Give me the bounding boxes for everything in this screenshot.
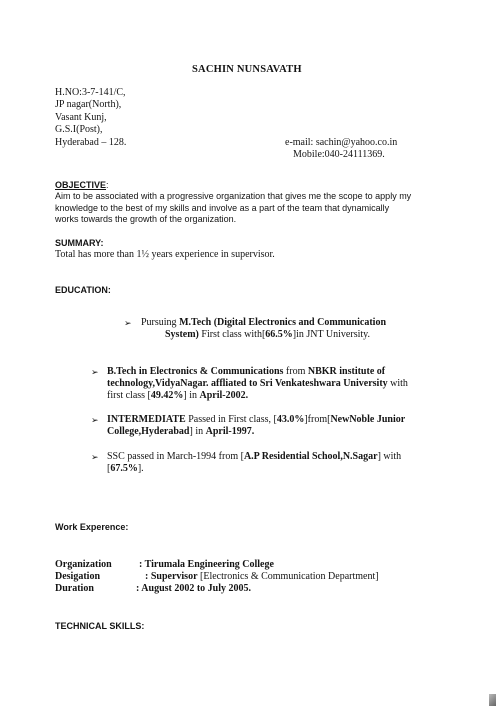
- technical-skills-heading: TECHNICAL SKILLS:: [55, 621, 145, 631]
- education-item-intermediate: INTERMEDIATE Passed in First class, [43.0%]from[NewNoble Junior College,Hyderabad] in April-1997.: [107, 414, 406, 437]
- address-line: Vasant Kunj,: [55, 111, 107, 123]
- objective-line: knowledge to the best of my skills and involve as a part of the team that dynamically: [55, 202, 390, 213]
- work-row-organization: Organization : Tirumala Engineering College: [55, 559, 274, 570]
- objective-colon: :: [106, 180, 109, 190]
- education-heading: EDUCATION:: [55, 285, 111, 295]
- education-item-btech: B.Tech in Electronics & Communications from NBKR institute of technology,VidyaNagar. affliated to Sri Venkateshwara University with first class [49.42%] in April-2002.: [107, 366, 408, 401]
- address-line: Hyderabad – 128.: [55, 136, 127, 148]
- mobile-text: Mobile:040-24111369.: [293, 149, 385, 160]
- address-line: H.NO:3-7-141/C,: [55, 87, 126, 98]
- address-line: G.S.I(Post),: [55, 124, 103, 136]
- arrow-bullet-icon: ➢: [91, 452, 99, 462]
- education-item-ssc: SSC passed in March-1994 from [A.P Residential School,N.Sagar] with [67.5%].: [107, 451, 402, 474]
- address-line: JP nagar(North),: [55, 99, 122, 111]
- objective-line: works towards the growth of the organization.: [55, 214, 237, 225]
- address-block: [55, 87, 255, 149]
- work-row-designation: Desigation : Supervisor [Electronics & Communication Department]: [55, 571, 379, 582]
- objective-line: Aim to be associated with a progressive organization that gives me the scope to apply my: [55, 191, 412, 201]
- work-row-duration: Duration : August 2002 to July 2005.: [55, 583, 252, 594]
- arrow-bullet-icon: ➢: [124, 318, 132, 328]
- summary-heading: SUMMARY:: [55, 238, 104, 248]
- arrow-bullet-icon: ➢: [91, 415, 99, 425]
- objective-heading: OBJECTIVE: [55, 180, 107, 190]
- work-heading: Work Experence:: [55, 522, 129, 532]
- page-corner-decoration: [489, 694, 496, 706]
- email-text: e-mail: sachin@yahoo.co.in: [285, 137, 398, 148]
- resume-name: SACHIN NUNSAVATH: [192, 64, 302, 75]
- arrow-bullet-icon: ➢: [91, 367, 99, 377]
- objective-heading-line: [55, 180, 109, 192]
- summary-text: Total has more than 1½ years experience in supervisor.: [55, 249, 275, 260]
- education-item-mtech: Pursuing M.Tech (Digital Electronics and Communication System) First class with[66.5%]in JNT University.: [141, 317, 387, 340]
